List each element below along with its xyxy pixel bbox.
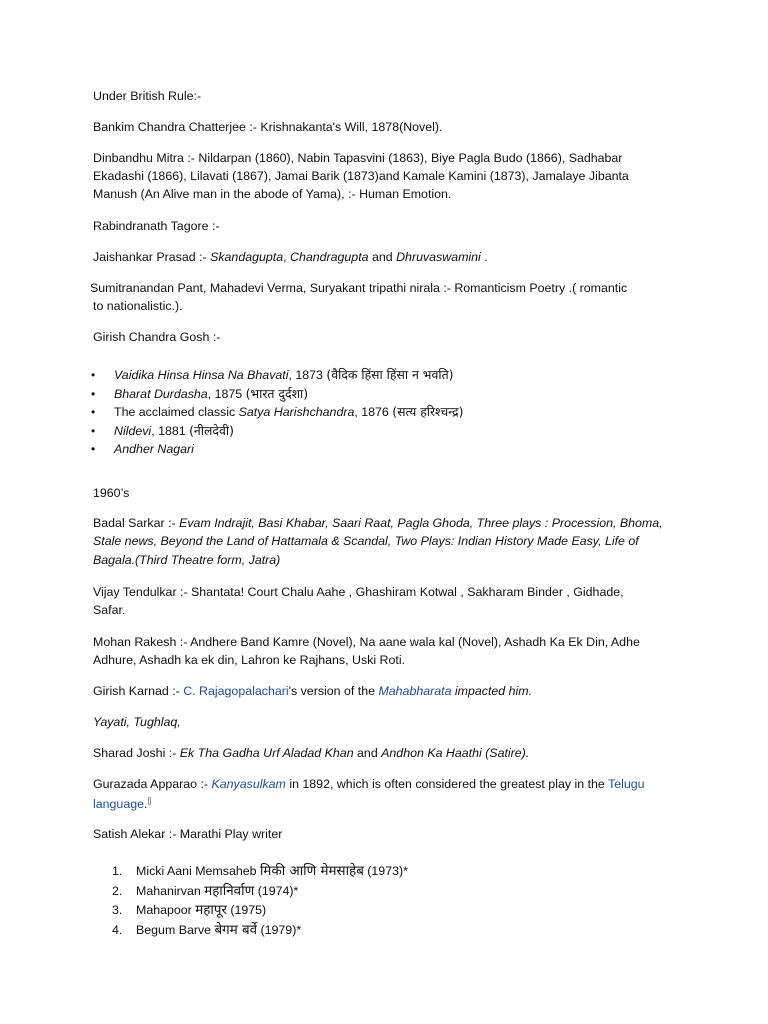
jaishankar-sep-2: and (368, 250, 397, 264)
devanagari-title: (वैदिक हिंसा हिंसा न भवति) (326, 367, 454, 382)
link-mahabharata[interactable]: Mahabharata (378, 684, 452, 698)
list-item: 1. Micki Aani Memsaheb मिकी आणि मेमसाहेब (1973)* (112, 864, 408, 879)
list-item (93, 440, 463, 459)
tagore-entry: Rabindranath Tagore :- (93, 219, 220, 233)
jaishankar-entry (93, 248, 488, 266)
jaishankar-sep-1: , (283, 250, 290, 264)
devanagari-title: मिकी आणि मेमसाहेब (259, 864, 364, 879)
vijay-line-1: Vijay Tendulkar :- Shantata! Court Chalu Aahe , Ghashiram Kotwal , Sakharam Binder , Gidhade, (93, 585, 624, 599)
citation-link[interactable]: [] (147, 798, 152, 805)
pant-line-2: to nationalistic.). (93, 299, 183, 313)
mohan-line-1: Mohan Rakesh :- Andhere Band Kamre (Novel), Na aane wala kal (Novel), Ashadh Ka Ek Din, Adhe (93, 635, 640, 649)
badal-prefix: Badal Sarkar :- (93, 516, 180, 530)
list-item: 3. Mahapoor महापूर (1975) (112, 903, 267, 919)
dinbandhu-line-2: Ekadashi (1866), Lilavati (1867), Jamai Barik (1873)and Kamale Kamini (1873), Jamalaye Jibanta (93, 169, 629, 183)
list-item: • The acclaimed classic Satya Harishchandra, 1876 (सत्य हरिश्चन्द्र) (93, 403, 463, 422)
badal-works-1: Evam Indrajit, Basi Khabar, Saari Raat, Pagla Ghoda, Three plays : Procession, Bhoma, (179, 516, 663, 530)
satish-alekar-entry: Satish Alekar :- Marathi Play writer (93, 827, 283, 841)
badal-line-3: Bagala.(Third Theatre form, Jatra) (93, 553, 281, 567)
jaishankar-end: . (480, 250, 488, 264)
bankim-entry: Bankim Chandra Chatterjee :- Krishnakanta's Will, 1878(Novel). (93, 120, 443, 134)
karnad-prefix: Girish Karnad :- (93, 684, 184, 698)
sharad-joshi-entry: Sharad Joshi :- Ek Tha Gadha Urf Aladad Khan and Andhon Ka Haathi (Satire). (93, 746, 530, 760)
list-item: • Vaidika Hinsa Hinsa Na Bhavati, 1873 (वैदिक हिंसा हिंसा न भवति) (93, 366, 463, 385)
devanagari-title: बेगम बर्वे (214, 922, 258, 938)
work-ek-tha-gadha: Ek Tha Gadha Urf Aladad Khan (179, 746, 354, 760)
badal-line-1 (93, 514, 663, 532)
link-kanyasulkam[interactable]: Kanyasulkam (211, 777, 286, 791)
work-chandragupta: Chandragupta (290, 250, 369, 264)
work-skandagupta: Skandagupta (210, 250, 284, 264)
link-language[interactable]: language (93, 797, 144, 812)
work-title: Bharat Durdasha (114, 386, 208, 401)
vijay-line-2: Safar. (93, 603, 126, 617)
badal-line-2: Stale news, Beyond the Land of Hattamala & Scandal, Two Plays: Indian History Made Easy, Life of (93, 534, 639, 548)
girish-gosh-entry: Girish Chandra Gosh :- (93, 330, 221, 344)
karnad-works: Yayati, Tughlaq, (93, 715, 181, 729)
gosh-works-list (93, 366, 463, 459)
mohan-line-2: Adhure, Ashadh ka ek din, Lahron ke Rajhans, Uski Roti. (93, 653, 406, 667)
gurazada-line-1: Gurazada Apparao :- Kanyasulkam in 1892, which is often considered the greatest play in the Telugu (93, 777, 645, 791)
list-item: • Bharat Durdasha, 1875 (भारत दुर्दशा) (93, 385, 463, 404)
work-title: Nildevi (114, 423, 152, 438)
girish-karnad-entry: Girish Karnad :- C. Rajagopalachari's version of the Mahabharata impacted him. (93, 684, 533, 698)
work-dhruvaswamini: Dhruvaswamini (396, 250, 481, 264)
devanagari-title: महानिर्वाण (204, 883, 255, 899)
gurazada-prefix: Gurazada Apparao :- (93, 777, 212, 791)
dinbandhu-line-1: Dinbandhu Mitra :- Nildarpan (1860), Nabin Tapasvini (1863), Biye Pagla Budo (1866), Sadhabar (93, 151, 623, 165)
sharad-prefix: Sharad Joshi :- (93, 746, 180, 760)
alekar-plays-list (112, 862, 408, 940)
work-title: Andher Nagari (114, 442, 194, 457)
section-heading-british-rule: Under British Rule:- (93, 89, 202, 103)
list-item: 2. Mahanirvan महानिर्वाण (1974)* (112, 883, 299, 899)
link-telugu[interactable]: Telugu (608, 777, 645, 791)
gurazada-line-2: language.[] (93, 797, 152, 812)
work-title: Vaidika Hinsa Hinsa Na Bhavati (114, 368, 289, 382)
pant-line-1: Sumitranandan Pant, Mahadevi Verma, Suryakant tripathi nirala :- Romanticism Poetry .( romantic (90, 281, 628, 295)
jaishankar-prefix: Jaishankar Prasad :- (93, 250, 211, 264)
devanagari-title: (नीलदेवी) (189, 422, 234, 438)
devanagari-title: (सत्य हरिश्चन्द्र) (392, 404, 464, 420)
section-heading-1960s: 1960’s (93, 486, 130, 500)
list-item: • Nildevi, 1881 (नीलदेवी) (93, 422, 463, 441)
list-item: 4. Begum Barve बेगम बर्वे (1979)* (112, 922, 302, 938)
dinbandhu-line-3: Manush (An Alive man in the abode of Yama), :- Human Emotion. (93, 187, 452, 201)
work-andhon-ka-haathi: Andhon Ka Haathi (Satire). (381, 746, 530, 760)
devanagari-title: (भारत दुर्दशा) (245, 385, 309, 401)
devanagari-title: महापूर (195, 903, 227, 919)
work-title: Satya Harishchandra (238, 405, 355, 420)
link-rajagopalachari[interactable]: C. Rajagopalachari (183, 684, 289, 698)
